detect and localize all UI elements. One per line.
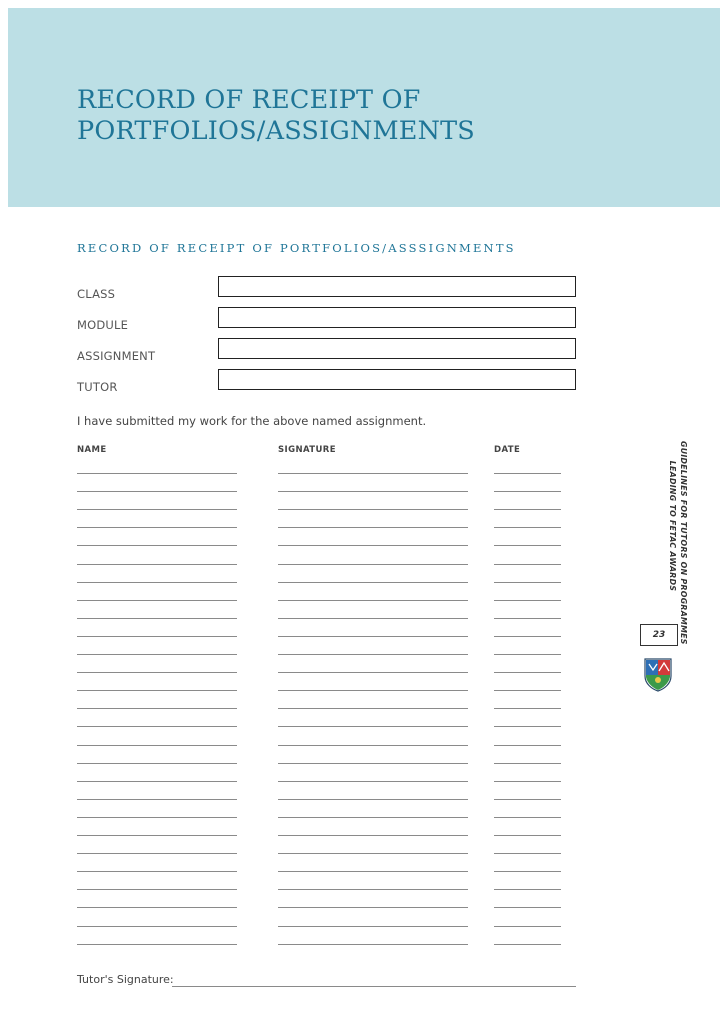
sidebar-guidelines-text bbox=[667, 441, 689, 645]
table-row bbox=[77, 818, 567, 836]
page-title-line-2: PORTFOLIOS/ASSIGNMENTS bbox=[77, 116, 475, 146]
table-row bbox=[77, 746, 567, 764]
table-row bbox=[77, 528, 567, 546]
table-row bbox=[77, 927, 567, 945]
class-label: CLASS bbox=[77, 287, 116, 301]
date-column-header: DATE bbox=[494, 445, 521, 455]
table-row bbox=[77, 890, 567, 908]
table-row bbox=[77, 655, 567, 673]
sidebar-line-1: GUIDELINES FOR TUTORS ON PROGRAMMES bbox=[679, 441, 688, 645]
tutor-field-row bbox=[77, 369, 577, 394]
table-row bbox=[77, 619, 567, 637]
class-field-row bbox=[77, 276, 577, 301]
submission-statement: I have submitted my work for the above named assignment. bbox=[77, 414, 427, 428]
assignment-input[interactable] bbox=[218, 338, 576, 359]
table-row bbox=[77, 800, 567, 818]
table-row bbox=[77, 854, 567, 872]
class-input[interactable] bbox=[218, 276, 576, 297]
assignment-label: ASSIGNMENT bbox=[77, 349, 156, 363]
page-title bbox=[77, 85, 475, 147]
table-row bbox=[77, 691, 567, 709]
table-row bbox=[77, 782, 567, 800]
table-row bbox=[77, 547, 567, 565]
table-row bbox=[77, 583, 567, 601]
table-row bbox=[77, 637, 567, 655]
assignment-field-row bbox=[77, 338, 577, 363]
sidebar-line-2: LEADING TO FETAC AWARDS bbox=[668, 460, 677, 592]
signature-column-header: SIGNATURE bbox=[278, 445, 336, 455]
table-row bbox=[77, 474, 567, 492]
signature-line[interactable] bbox=[278, 944, 468, 945]
page-number: 23 bbox=[640, 624, 678, 646]
crest-logo bbox=[644, 658, 672, 692]
table-row bbox=[77, 673, 567, 691]
table-row bbox=[77, 728, 567, 746]
table-row bbox=[77, 709, 567, 727]
table-row bbox=[77, 565, 567, 583]
module-field-row bbox=[77, 307, 577, 332]
section-title: RECORD OF RECEIPT OF PORTFOLIOS/ASSSIGNMENTS bbox=[77, 241, 516, 255]
table-row bbox=[77, 836, 567, 854]
tutor-input[interactable] bbox=[218, 369, 576, 390]
table-row bbox=[77, 909, 567, 927]
tutor-label: TUTOR bbox=[77, 380, 118, 394]
table-row bbox=[77, 764, 567, 782]
name-line[interactable] bbox=[77, 944, 237, 945]
table-row bbox=[77, 492, 567, 510]
name-column-header: NAME bbox=[77, 445, 107, 455]
tutor-signature-label: Tutor's Signature: bbox=[77, 973, 174, 986]
table-row bbox=[77, 510, 567, 528]
table-row bbox=[77, 872, 567, 890]
table-row bbox=[77, 456, 567, 474]
module-label: MODULE bbox=[77, 318, 129, 332]
page-title-line-1: RECORD OF RECEIPT OF bbox=[77, 85, 421, 115]
date-line[interactable] bbox=[494, 944, 561, 945]
table-row bbox=[77, 601, 567, 619]
module-input[interactable] bbox=[218, 307, 576, 328]
tutor-signature-line[interactable] bbox=[172, 986, 576, 987]
